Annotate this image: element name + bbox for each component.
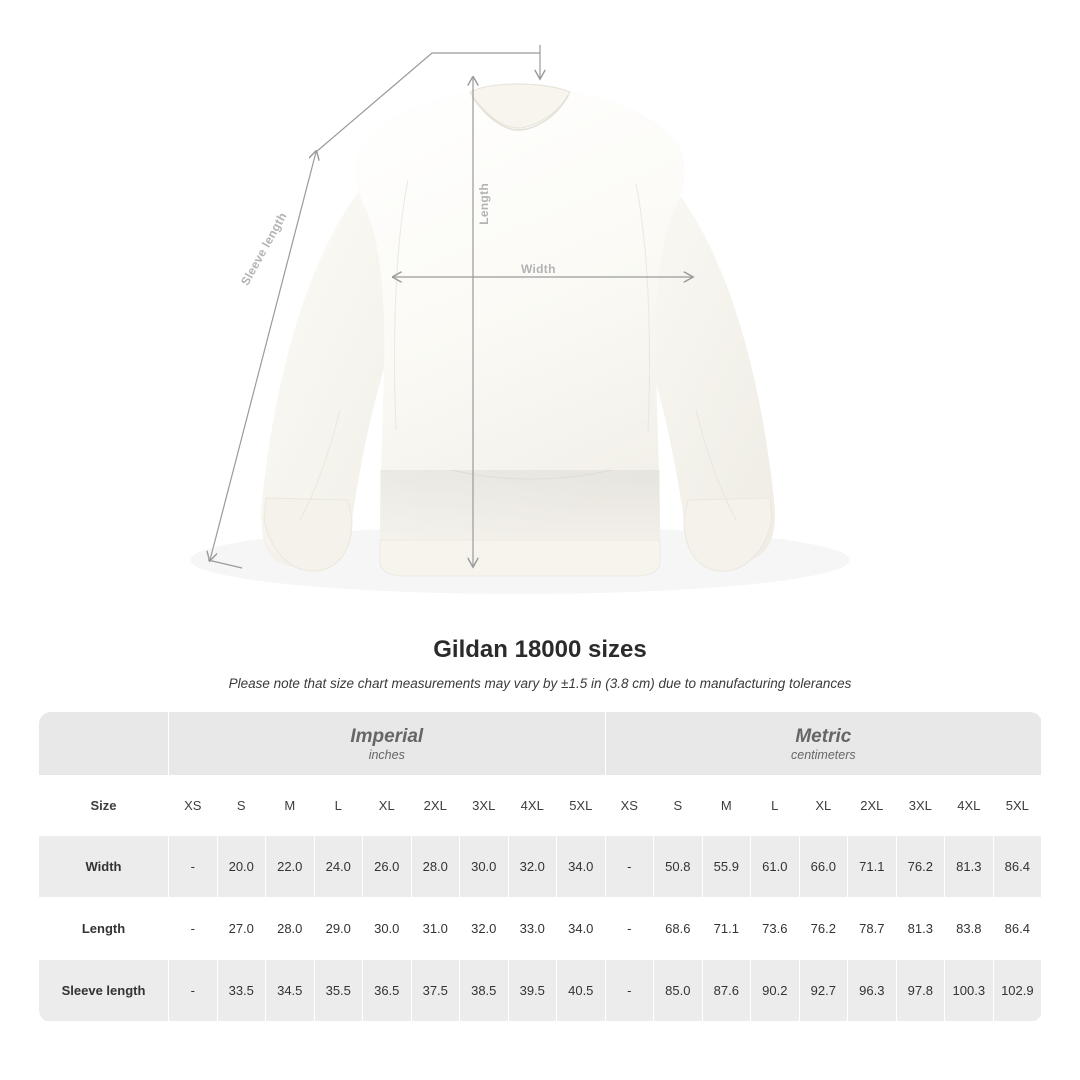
imperial-header — [169, 712, 606, 776]
cell: 61.0 — [751, 836, 800, 898]
size-cell: M — [702, 776, 751, 836]
cell: 78.7 — [848, 898, 897, 960]
cell: 55.9 — [702, 836, 751, 898]
cell: 92.7 — [799, 960, 848, 1022]
tolerance-note: Please note that size chart measurements may vary by ±1.5 in (3.8 cm) due to manufacturing tolerances — [228, 676, 852, 691]
cell: 32.0 — [508, 836, 557, 898]
size-cell: 3XL — [460, 776, 509, 836]
cell: 38.5 — [460, 960, 509, 1022]
cell: 33.0 — [508, 898, 557, 960]
width-label: Width — [521, 262, 556, 276]
cell: 20.0 — [217, 836, 266, 898]
cell: 66.0 — [799, 836, 848, 898]
table-row — [39, 960, 1042, 1022]
cell: 85.0 — [654, 960, 703, 1022]
metric-name: Metric — [795, 725, 852, 747]
cell: - — [605, 898, 654, 960]
row-label-sleeve-length: Sleeve length — [39, 960, 169, 1022]
cell: 81.3 — [945, 836, 994, 898]
sleeve-length-label: Sleeve length — [238, 209, 290, 288]
size-header-row — [39, 776, 1042, 836]
size-cell: XL — [363, 776, 412, 836]
cell: 30.0 — [460, 836, 509, 898]
cell: 34.5 — [266, 960, 315, 1022]
cell: 32.0 — [460, 898, 509, 960]
size-cell: L — [314, 776, 363, 836]
cell: 31.0 — [411, 898, 460, 960]
cell: - — [169, 960, 218, 1022]
cell: 97.8 — [896, 960, 945, 1022]
cell: 90.2 — [751, 960, 800, 1022]
size-cell: XS — [605, 776, 654, 836]
cell: 76.2 — [799, 898, 848, 960]
row-label-width: Width — [39, 836, 169, 898]
size-cell: S — [217, 776, 266, 836]
cell: 28.0 — [266, 898, 315, 960]
size-chart-table — [38, 711, 1042, 1022]
cell: 39.5 — [508, 960, 557, 1022]
size-cell: XL — [799, 776, 848, 836]
unit-system-header-row — [39, 712, 1042, 776]
imperial-name: Imperial — [350, 725, 424, 747]
header-spacer — [39, 712, 169, 776]
cell: 86.4 — [993, 898, 1042, 960]
cell: 27.0 — [217, 898, 266, 960]
cell: 50.8 — [654, 836, 703, 898]
cell: 37.5 — [411, 960, 460, 1022]
cell: 87.6 — [702, 960, 751, 1022]
table-row — [39, 836, 1042, 898]
cell: 40.5 — [557, 960, 606, 1022]
length-label: Length — [477, 183, 491, 225]
cell: 34.0 — [557, 898, 606, 960]
size-table-wrapper — [38, 711, 1042, 1022]
cell: 36.5 — [363, 960, 412, 1022]
cell: 22.0 — [266, 836, 315, 898]
cell: 71.1 — [702, 898, 751, 960]
size-cell: 3XL — [896, 776, 945, 836]
size-cell: 2XL — [411, 776, 460, 836]
size-cell: 5XL — [557, 776, 606, 836]
cell: - — [605, 836, 654, 898]
size-cell: XS — [169, 776, 218, 836]
page-title: Gildan 18000 sizes — [433, 636, 647, 663]
cell: 83.8 — [945, 898, 994, 960]
cell: 68.6 — [654, 898, 703, 960]
cell: 29.0 — [314, 898, 363, 960]
row-label-length: Length — [39, 898, 169, 960]
cell: 102.9 — [993, 960, 1042, 1022]
size-cell: S — [654, 776, 703, 836]
cell: 30.0 — [363, 898, 412, 960]
cell: - — [169, 836, 218, 898]
cell: 81.3 — [896, 898, 945, 960]
size-header-cell: Size — [39, 776, 169, 836]
cell: - — [605, 960, 654, 1022]
cell: 33.5 — [217, 960, 266, 1022]
cell: 71.1 — [848, 836, 897, 898]
cell: 86.4 — [993, 836, 1042, 898]
cell: 96.3 — [848, 960, 897, 1022]
cell: 26.0 — [363, 836, 412, 898]
size-cell: 4XL — [508, 776, 557, 836]
size-cell: M — [266, 776, 315, 836]
table-row — [39, 898, 1042, 960]
cell: 76.2 — [896, 836, 945, 898]
cell: - — [169, 898, 218, 960]
cell: 35.5 — [314, 960, 363, 1022]
size-cell: L — [751, 776, 800, 836]
cell: 73.6 — [751, 898, 800, 960]
imperial-unit: inches — [368, 748, 405, 763]
size-cell: 2XL — [848, 776, 897, 836]
size-cell: 5XL — [993, 776, 1042, 836]
cell: 100.3 — [945, 960, 994, 1022]
cell: 34.0 — [557, 836, 606, 898]
size-cell: 4XL — [945, 776, 994, 836]
metric-header — [605, 712, 1042, 776]
cell: 28.0 — [411, 836, 460, 898]
cell: 24.0 — [314, 836, 363, 898]
metric-unit: centimeters — [791, 748, 856, 763]
